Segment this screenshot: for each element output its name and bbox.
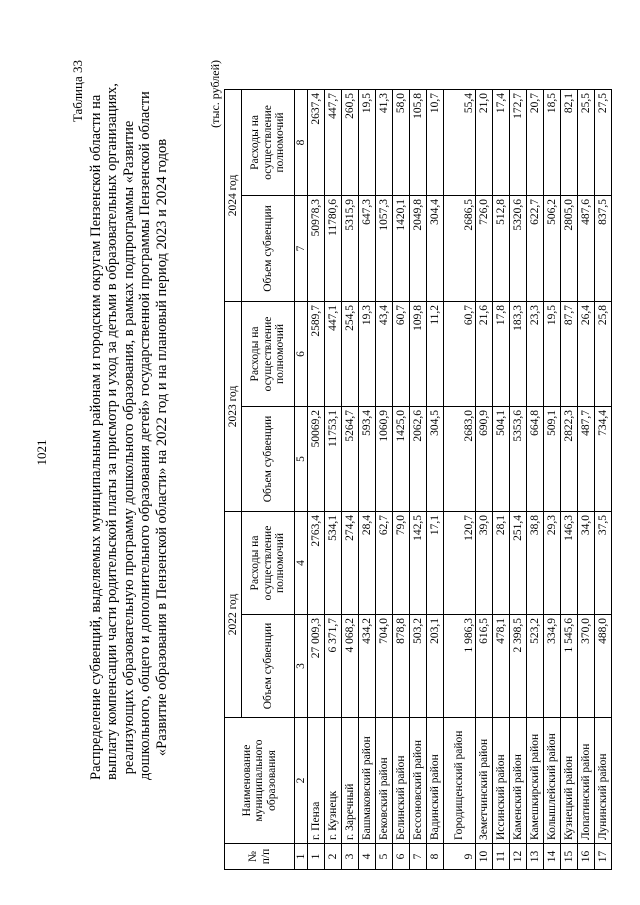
- column-number: 2: [295, 718, 308, 844]
- expenses-2023: 21,6: [476, 301, 493, 406]
- expenses-2024: 25,5: [578, 89, 595, 195]
- volume-2023: 1060,9: [376, 406, 393, 511]
- volume-2024: 512,8: [493, 195, 510, 301]
- row-number: 12: [510, 844, 527, 870]
- expenses-2023: 43,4: [376, 301, 393, 406]
- volume-2022: 478,1: [493, 615, 510, 718]
- volume-2022: 1 986,3: [444, 615, 476, 718]
- municipality-name: Каменский район: [510, 718, 527, 844]
- expenses-2022: 29,3: [544, 511, 561, 614]
- volume-2024: 1057,3: [376, 195, 393, 301]
- volume-2024: 2686,5: [444, 195, 476, 301]
- volume-2024: 837,5: [595, 195, 612, 301]
- expenses-2024: 447,7: [325, 89, 342, 195]
- expenses-2024: 55,4: [444, 89, 476, 195]
- volume-2023: 50069,2: [308, 406, 325, 511]
- expenses-2022: 2763,4: [308, 511, 325, 614]
- table-row: [595, 89, 612, 869]
- volume-2023: 11753,1: [325, 406, 342, 511]
- table-row: [342, 89, 359, 869]
- volume-2023: 2062,6: [410, 406, 427, 511]
- expenses-2022: 534,1: [325, 511, 342, 614]
- volume-2022: 2 398,5: [510, 615, 527, 718]
- volume-2023: 1425,0: [393, 406, 410, 511]
- volume-2023: 2822,3: [561, 406, 578, 511]
- header-num: № п/п: [225, 844, 295, 870]
- volume-2022: 27 009,3: [308, 615, 325, 718]
- volume-2022: 370,0: [578, 615, 595, 718]
- volume-2022: 1 545,6: [561, 615, 578, 718]
- expenses-2024: 172,7: [510, 89, 527, 195]
- expenses-2024: 82,1: [561, 89, 578, 195]
- expenses-2023: 23,3: [527, 301, 544, 406]
- table-row: [561, 89, 578, 869]
- expenses-2023: 19,3: [359, 301, 376, 406]
- row-number: 5: [376, 844, 393, 870]
- row-number: 10: [476, 844, 493, 870]
- expenses-2022: 28,1: [493, 511, 510, 614]
- volume-2023: 487,7: [578, 406, 595, 511]
- expenses-2023: 87,7: [561, 301, 578, 406]
- volume-2024: 1420,1: [393, 195, 410, 301]
- header-volume: Объем субвенции: [242, 406, 295, 511]
- expenses-2023: 25,8: [595, 301, 612, 406]
- expenses-2022: 62,7: [376, 511, 393, 614]
- column-number: 6: [295, 301, 308, 406]
- volume-2024: 304,4: [427, 195, 444, 301]
- expenses-2024: 10,7: [427, 89, 444, 195]
- municipality-name: Земетчинский район: [476, 718, 493, 844]
- expenses-2023: 109,8: [410, 301, 427, 406]
- expenses-2022: 251,4: [510, 511, 527, 614]
- row-number: 17: [595, 844, 612, 870]
- expenses-2023: 183,3: [510, 301, 527, 406]
- expenses-2022: 142,5: [410, 511, 427, 614]
- volume-2023: 5353,6: [510, 406, 527, 511]
- municipality-name: г. Заречный: [342, 718, 359, 844]
- header-expenses: Расходы на осуществление полномочий: [242, 511, 295, 614]
- expenses-2024: 105,8: [410, 89, 427, 195]
- expenses-2022: 79,0: [393, 511, 410, 614]
- title-line: «Развитие образования в Пензенской области» на 2022 год и на плановый период 2023 и 2024 годов: [153, 138, 170, 757]
- header-name: Наименование муниципального образования: [225, 718, 295, 844]
- table-row: [527, 89, 544, 869]
- volume-2024: 647,3: [359, 195, 376, 301]
- volume-2024: 506,2: [544, 195, 561, 301]
- header-expenses: Расходы на осуществление полномочий: [242, 89, 295, 195]
- row-number: 14: [544, 844, 561, 870]
- municipality-name: г. Кузнецк: [325, 718, 342, 844]
- unit-label: (тыс. рублей): [208, 60, 222, 128]
- table-row: [393, 89, 410, 869]
- row-number: 8: [427, 844, 444, 870]
- volume-2022: 334,9: [544, 615, 561, 718]
- column-number: 5: [295, 406, 308, 511]
- volume-2022: 878,8: [393, 615, 410, 718]
- table-row: [325, 89, 342, 869]
- volume-2024: 5315,9: [342, 195, 359, 301]
- expenses-2023: 2589,7: [308, 301, 325, 406]
- expenses-2022: 34,0: [578, 511, 595, 614]
- header-year-2023: 2023 год: [225, 301, 242, 511]
- column-number: 7: [295, 195, 308, 301]
- subsidy-table: [224, 89, 612, 870]
- volume-2023: 664,8: [527, 406, 544, 511]
- page-number: 1021: [34, 439, 49, 466]
- header-expenses: Расходы на осуществление полномочий: [242, 301, 295, 406]
- volume-2024: 726,0: [476, 195, 493, 301]
- expenses-2024: 20,7: [527, 89, 544, 195]
- municipality-name: Вадинский район: [427, 718, 444, 844]
- table-row: [427, 89, 444, 869]
- expenses-2024: 17,4: [493, 89, 510, 195]
- column-number: 3: [295, 615, 308, 718]
- row-number: 6: [393, 844, 410, 870]
- volume-2022: 488,0: [595, 615, 612, 718]
- volume-2022: 203,1: [427, 615, 444, 718]
- table-row: [410, 89, 427, 869]
- municipality-name: Бековский район: [376, 718, 393, 844]
- title-line: Распределение субвенций, выделяемых муниципальным районам и городским округам Пензенской области на: [88, 94, 104, 780]
- volume-2022: 704,0: [376, 615, 393, 718]
- municipality-name: г. Пенза: [308, 718, 325, 844]
- volume-2022: 6 371,7: [325, 615, 342, 718]
- volume-2024: 622,7: [527, 195, 544, 301]
- volume-2024: 11780,6: [325, 195, 342, 301]
- volume-2023: 2683,0: [444, 406, 476, 511]
- row-number: 15: [561, 844, 578, 870]
- expenses-2023: 26,4: [578, 301, 595, 406]
- title-line: выплату компенсации части родительской платы за присмотр и уход за детьми в образовательных организациях,: [104, 83, 121, 780]
- header-volume: Объем субвенции: [242, 615, 295, 718]
- row-number: 4: [359, 844, 376, 870]
- column-number: 4: [295, 511, 308, 614]
- municipality-name: Камешкирский район: [527, 718, 544, 844]
- volume-2024: 5320,6: [510, 195, 527, 301]
- row-number: 2: [325, 844, 342, 870]
- expenses-2023: 60,7: [444, 301, 476, 406]
- volume-2022: 503,2: [410, 615, 427, 718]
- municipality-name: Иссинский район: [493, 718, 510, 844]
- expenses-2023: 19,5: [544, 301, 561, 406]
- expenses-2022: 39,0: [476, 511, 493, 614]
- header-year-2022: 2022 год: [225, 511, 242, 717]
- volume-2022: 616,5: [476, 615, 493, 718]
- expenses-2022: 37,5: [595, 511, 612, 614]
- row-number: 11: [493, 844, 510, 870]
- title-line: дошкольного, общего и дополнительного образования детей» государственной программы Пензенской области: [137, 91, 154, 780]
- table-row: [544, 89, 561, 869]
- table-row: [444, 89, 476, 869]
- municipality-name: Башмаковский район: [359, 718, 376, 844]
- column-number: 8: [295, 89, 308, 195]
- table-row: [476, 89, 493, 869]
- table-row: [308, 89, 325, 869]
- header-year-2024: 2024 год: [225, 89, 242, 301]
- table-body: [308, 89, 612, 869]
- column-number: 1: [295, 844, 308, 870]
- municipality-name: Городищенский район: [444, 718, 476, 844]
- expenses-2022: 274,4: [342, 511, 359, 614]
- document-title: [88, 83, 170, 780]
- expenses-2024: 260,5: [342, 89, 359, 195]
- table-row: [376, 89, 393, 869]
- expenses-2024: 18,5: [544, 89, 561, 195]
- municipality-name: Лопатинский район: [578, 718, 595, 844]
- municipality-name: Колышлейский район: [544, 718, 561, 844]
- municipality-name: Кузнецкий район: [561, 718, 578, 844]
- municipality-name: Лунинский район: [595, 718, 612, 844]
- table-row: [493, 89, 510, 869]
- volume-2024: 2049,8: [410, 195, 427, 301]
- municipality-name: Бессоновский район: [410, 718, 427, 844]
- expenses-2022: 120,7: [444, 511, 476, 614]
- expenses-2022: 38,8: [527, 511, 544, 614]
- expenses-2024: 19,5: [359, 89, 376, 195]
- header-volume: Объем субвенции: [242, 195, 295, 301]
- volume-2023: 304,5: [427, 406, 444, 511]
- expenses-2023: 11,2: [427, 301, 444, 406]
- table-row: [359, 89, 376, 869]
- volume-2023: 690,9: [476, 406, 493, 511]
- volume-2024: 487,6: [578, 195, 595, 301]
- expenses-2024: 2637,4: [308, 89, 325, 195]
- table-label: Таблица 33: [70, 60, 85, 123]
- expenses-2024: 21,0: [476, 89, 493, 195]
- expenses-2023: 254,5: [342, 301, 359, 406]
- expenses-2024: 41,3: [376, 89, 393, 195]
- expenses-2024: 27,5: [595, 89, 612, 195]
- row-number: 16: [578, 844, 595, 870]
- expenses-2023: 447,1: [325, 301, 342, 406]
- table-row: [578, 89, 595, 869]
- volume-2024: 2805,0: [561, 195, 578, 301]
- row-number: 7: [410, 844, 427, 870]
- expenses-2022: 146,3: [561, 511, 578, 614]
- expenses-2022: 28,4: [359, 511, 376, 614]
- row-number: 3: [342, 844, 359, 870]
- expenses-2023: 60,7: [393, 301, 410, 406]
- expenses-2024: 58,0: [393, 89, 410, 195]
- volume-2023: 509,1: [544, 406, 561, 511]
- title-line: реализующих образовательную программу дошкольного образования, в рамках подпрограммы «Развитие: [120, 120, 137, 775]
- expenses-2023: 17,8: [493, 301, 510, 406]
- volume-2022: 434,2: [359, 615, 376, 718]
- row-number: 1: [308, 844, 325, 870]
- volume-2022: 523,2: [527, 615, 544, 718]
- volume-2023: 734,4: [595, 406, 612, 511]
- table-row: [510, 89, 527, 869]
- volume-2024: 50978,3: [308, 195, 325, 301]
- row-number: 13: [527, 844, 544, 870]
- row-number: 9: [444, 844, 476, 870]
- expenses-2022: 17,1: [427, 511, 444, 614]
- volume-2023: 504,1: [493, 406, 510, 511]
- municipality-name: Белинский район: [393, 718, 410, 844]
- volume-2023: 5264,7: [342, 406, 359, 511]
- volume-2022: 4 068,2: [342, 615, 359, 718]
- volume-2023: 593,4: [359, 406, 376, 511]
